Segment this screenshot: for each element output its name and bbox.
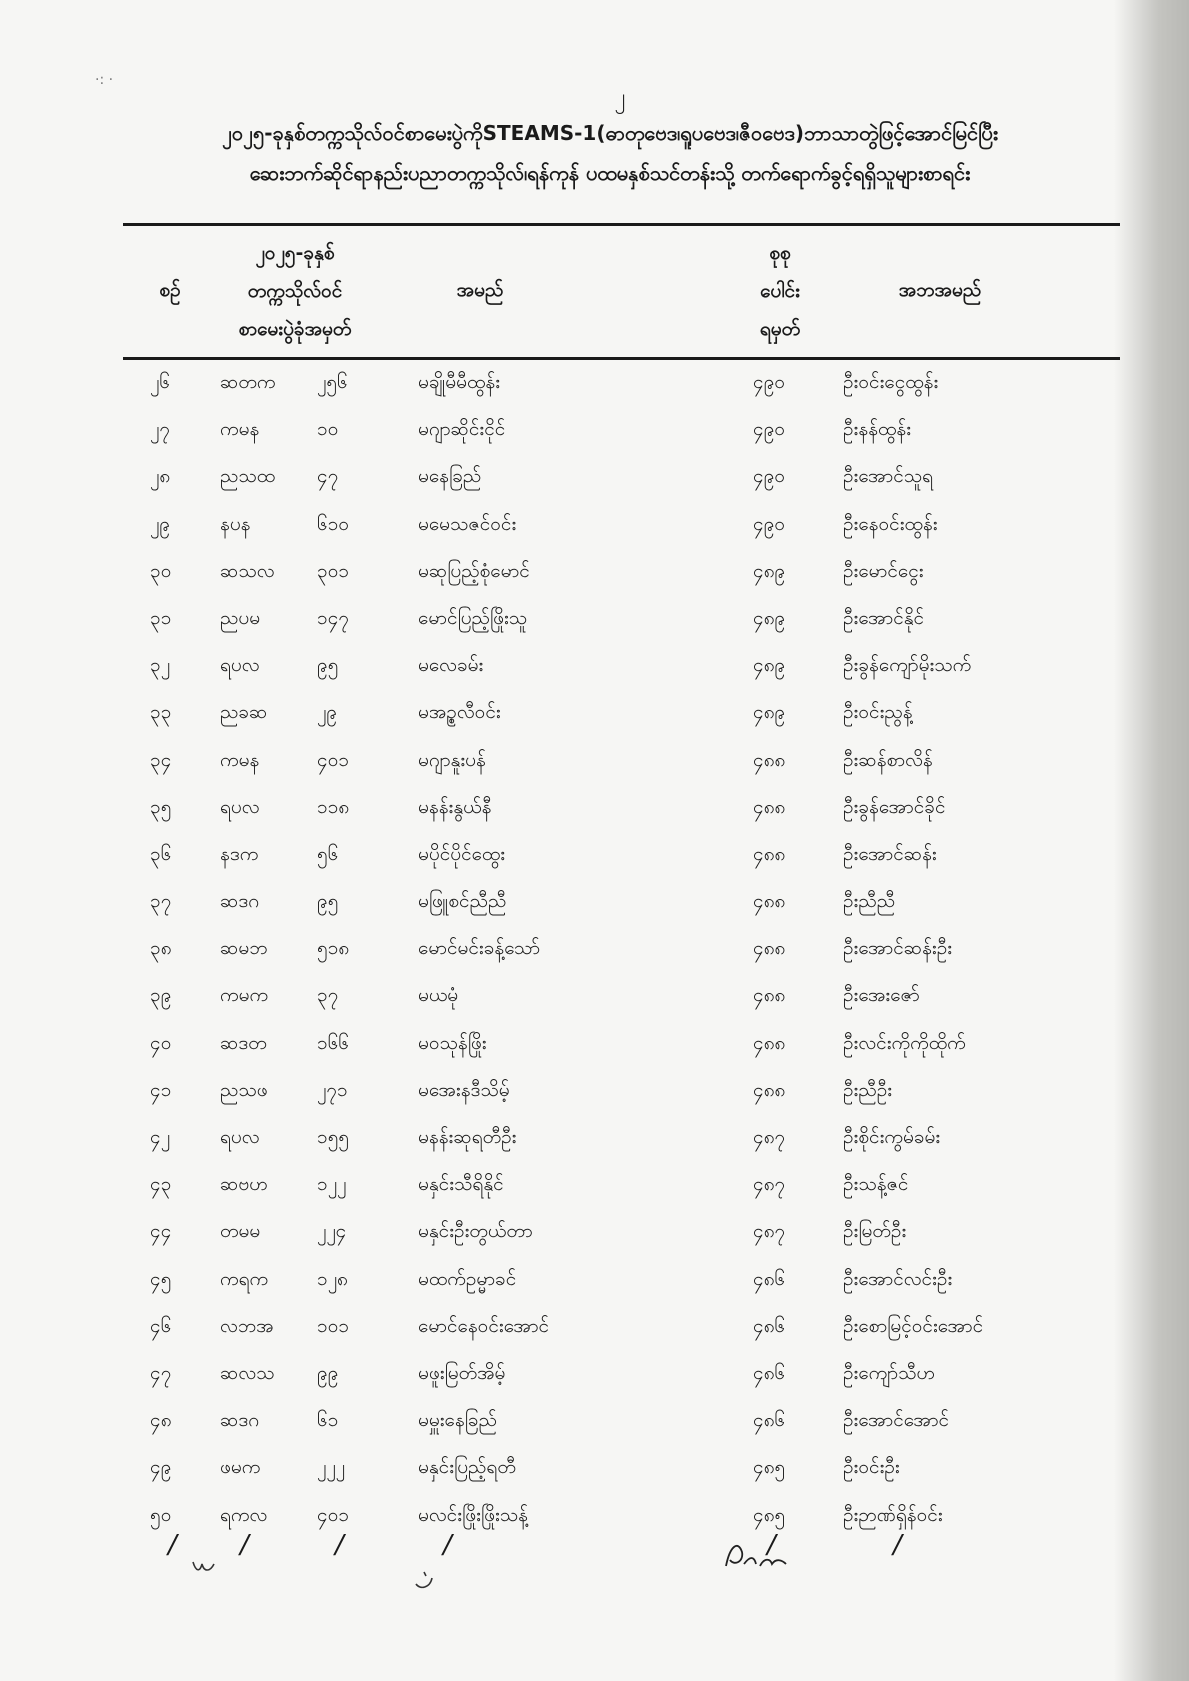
cell-father-name: ဦးအောင်သူရ — [843, 465, 934, 488]
cell-student-name: မဂျာနူးပန် — [418, 748, 486, 771]
cell-seat-number: ၂၇၁ — [317, 1078, 348, 1101]
cell-student-name: မအဥ္စလီဝင်း — [418, 701, 501, 724]
cell-total-marks: ၄၈၈ — [753, 1078, 786, 1101]
cell-exam-center: ဆလသ — [220, 1361, 275, 1384]
cell-seat-number: ၁၁၈ — [317, 795, 350, 818]
cell-serial-no: ၃၀ — [150, 559, 172, 582]
cell-total-marks: ၄၈၈ — [753, 937, 786, 960]
cell-father-name: ဦးမြတ်ဦး — [843, 1220, 907, 1243]
header-name: အမည် — [456, 279, 504, 301]
cell-serial-no: ၄၁ — [150, 1078, 172, 1101]
table-row — [0, 1259, 1189, 1306]
cell-total-marks: ၄၈၈ — [753, 842, 786, 865]
cell-serial-no: ၄၂ — [150, 1126, 171, 1148]
cell-total-marks: ၄၈၈ — [753, 1031, 786, 1054]
tick-mark: / — [893, 1530, 902, 1560]
cell-serial-no: ၃၂ — [150, 654, 171, 677]
cell-exam-center: ရပလ — [220, 1126, 260, 1148]
cell-student-name: မဝသုန်ဖြိုး — [418, 1031, 487, 1054]
cell-student-name: မအေးနဒီသိမ့် — [418, 1078, 510, 1101]
cell-father-name: ဦးစိုင်းကွမ်ခမ်း — [843, 1126, 941, 1148]
tick-mark: / — [240, 1530, 249, 1560]
cell-total-marks: ၄၈၅ — [753, 1456, 786, 1479]
cell-total-marks: ၄၈၆ — [753, 1267, 786, 1290]
table-row — [0, 1211, 1189, 1258]
table-header-rule — [123, 357, 1120, 360]
cell-seat-number: ၃၇ — [317, 984, 339, 1007]
cell-total-marks: ၄၈၉ — [753, 701, 786, 724]
cell-father-name: ဦးဝင်းငွေထွန်း — [843, 371, 939, 393]
cell-student-name: မနှင်းပြည့်ရတီ — [418, 1456, 516, 1479]
cell-father-name: ဦးစောမြင့်ဝင်းအောင် — [843, 1314, 984, 1337]
cell-total-marks: ၄၈၈ — [753, 890, 786, 913]
cell-seat-number: ၁၅၅ — [317, 1126, 350, 1148]
cell-student-name: မပိုင်ပိုင်ထွေး — [418, 842, 506, 865]
cell-serial-no: ၄၃ — [150, 1173, 172, 1196]
table-row — [0, 1164, 1189, 1211]
table-row — [0, 1023, 1189, 1070]
cell-exam-center: ကမန — [220, 418, 260, 441]
cell-total-marks: ၄၈၈ — [753, 748, 786, 771]
cell-exam-center: ကမက — [220, 984, 269, 1007]
cell-exam-center: ဖမက — [220, 1456, 261, 1479]
cell-student-name: မနန်းဆုရတီဦး — [418, 1126, 517, 1148]
header-exam-line-1: ၂၀၂၅-ခုနှစ် — [255, 242, 335, 264]
table-body — [0, 362, 1189, 1542]
cell-serial-no: ၃၃ — [150, 701, 172, 724]
cell-total-marks: ၄၉၀ — [753, 418, 786, 441]
scan-smudge: ·: · — [95, 72, 114, 88]
cell-seat-number: ၁၆၆ — [317, 1031, 350, 1054]
table-row — [0, 975, 1189, 1022]
cell-seat-number: ၆၁ — [317, 1409, 339, 1432]
cell-exam-center: နဒက — [220, 842, 259, 865]
cell-student-name: မောင်မင်းခန့်သော် — [418, 937, 541, 960]
cell-exam-center: ကရက — [220, 1267, 269, 1290]
cell-father-name: ဦးမောင်ငွေး — [843, 559, 924, 582]
header-total-marks — [740, 234, 820, 348]
cell-seat-number: ၉၉ — [317, 1361, 339, 1384]
cell-total-marks: ၄၉၀ — [753, 512, 786, 535]
cell-serial-no: ၄၄ — [150, 1220, 172, 1243]
cell-father-name: ဦးနန်ထွန်း — [843, 418, 912, 441]
cell-total-marks: ၄၈၈ — [753, 984, 786, 1007]
header-exam-line-3: စာမေးပွဲခုံအမှတ် — [238, 318, 352, 340]
cell-father-name: ဦးညီညီ — [843, 890, 896, 913]
cell-total-marks: ၄၉၀ — [753, 465, 786, 488]
cell-total-marks: ၄၈၆ — [753, 1409, 786, 1432]
cell-serial-no: ၄၆ — [150, 1314, 172, 1337]
cell-seat-number: ၅၆ — [317, 842, 339, 865]
cell-seat-number: ၁၂၈ — [317, 1267, 348, 1290]
cell-exam-center: လဘအ — [220, 1314, 274, 1337]
cell-student-name: မနှင်းဦးတွယ်တာ — [418, 1220, 533, 1243]
table-row — [0, 1400, 1189, 1447]
cell-serial-no: ၄၉ — [150, 1456, 172, 1479]
cell-student-name: မလေခမ်း — [418, 654, 484, 677]
cell-father-name: ဦးအောင်နိုင် — [843, 606, 925, 629]
cell-exam-center: နပန — [220, 512, 251, 535]
table-row — [0, 692, 1189, 739]
cell-serial-no: ၅၀ — [150, 1503, 172, 1526]
cell-serial-no: ၃၅ — [150, 795, 172, 818]
cell-student-name: မထက်ဥမ္မာခင် — [418, 1267, 517, 1290]
cell-total-marks: ၄၈၇ — [753, 1126, 786, 1148]
header-qual-line-1: စုစု — [769, 242, 791, 264]
cell-father-name: ဦးခွန်အောင်ခိုင် — [843, 795, 946, 818]
cell-seat-number: ၂၂၄ — [317, 1220, 347, 1243]
cell-exam-center: ညပမ — [220, 606, 261, 629]
table-top-rule — [123, 223, 1120, 226]
cell-seat-number: ၁၄၇ — [317, 606, 350, 629]
table-row — [0, 834, 1189, 881]
cell-student-name: မယမုံ — [418, 984, 459, 1007]
cell-serial-no: ၃၁ — [150, 606, 172, 629]
cell-seat-number: ၁၀၁ — [317, 1314, 350, 1337]
cell-father-name: ဦးခွန်ကျော်မိုးသက် — [843, 654, 972, 677]
cell-total-marks: ၄၈၅ — [753, 1503, 786, 1526]
cell-total-marks: ၄၈၉ — [753, 654, 786, 677]
cell-seat-number: ၃၀၁ — [317, 559, 350, 582]
cell-total-marks: ၄၈၇ — [753, 1173, 786, 1196]
cell-serial-no: ၃၉ — [150, 984, 172, 1007]
document-title-line-2: ဆေးဘက်ဆိုင်ရာနည်းပညာတက္ကသိုလ်၊ရန်ကုန် ပထမနှစ်သင်တန်းသို့ တက်ရောက်ခွင့်ရရှိသူများစာရင်း — [249, 161, 971, 185]
cell-serial-no: ၄၀ — [150, 1031, 172, 1054]
header-serial-no: စဉ် — [159, 279, 181, 301]
cell-serial-no: ၄၅ — [150, 1267, 172, 1290]
page-number: ၂ — [614, 85, 626, 110]
cell-student-name: မဆုပြည့်စုံမောင် — [418, 559, 530, 582]
cell-total-marks: ၄၈၆ — [753, 1361, 786, 1384]
cell-father-name: ဦးညီဦး — [843, 1078, 893, 1101]
table-row — [0, 504, 1189, 551]
table-row — [0, 456, 1189, 503]
cell-seat-number: ၄၀၁ — [317, 1503, 350, 1526]
table-row — [0, 645, 1189, 692]
cell-total-marks: ၄၉၀ — [753, 371, 786, 393]
cell-serial-no: ၄၈ — [150, 1409, 172, 1432]
cell-student-name: မမေသဇင်ဝင်း — [418, 512, 517, 535]
cell-student-name: မောင်ပြည့်ဖြိုးသူ — [418, 606, 528, 629]
cell-father-name: ဦးသန့်ဇင် — [843, 1173, 909, 1196]
table-row — [0, 881, 1189, 928]
cell-seat-number: ၅၁၈ — [317, 937, 350, 960]
cell-serial-no: ၂၈ — [150, 465, 171, 488]
table-row — [0, 1070, 1189, 1117]
cell-serial-no: ၄၇ — [150, 1361, 172, 1384]
tick-mark: / — [767, 1530, 776, 1560]
cell-student-name: မချိုမီမီထွန်း — [418, 371, 501, 393]
cell-exam-center: ဆဒတ — [220, 1031, 267, 1054]
cell-seat-number: ၉၅ — [317, 890, 339, 913]
tick-mark: / — [443, 1530, 452, 1560]
table-row — [0, 362, 1189, 409]
cell-father-name: ဦးဉာဏ်ရှိန်ဝင်း — [843, 1503, 943, 1526]
cell-seat-number: ၄၀၁ — [317, 748, 350, 771]
cell-exam-center: တမမ — [220, 1220, 261, 1243]
cell-exam-center: ဆဗဟ — [220, 1173, 268, 1196]
signature-marks — [0, 1530, 1189, 1610]
initials-signature-2 — [410, 1564, 442, 1592]
table-row — [0, 928, 1189, 975]
document-title-line-1: ၂၀၂၅-ခုနှစ်တက္ကသိုလ်ဝင်စာမေးပွဲကိုSTEAMS-1(ဓာတုဗေဒ၊ရူပဗေဒ၊ဇီဝဗေဒ)ဘာသာတွဲဖြင့်အောင်မြင်ပြီး — [222, 121, 998, 145]
cell-total-marks: ၄၈၈ — [753, 795, 786, 818]
cell-exam-center: ရကလ — [220, 1503, 268, 1526]
cell-father-name: ဦးအောင်ဆန်းဦး — [843, 937, 953, 960]
cell-serial-no: ၂၉ — [150, 512, 171, 535]
cell-seat-number: ၆၁၀ — [317, 512, 350, 535]
cell-exam-center: ရပလ — [220, 795, 260, 818]
table-row — [0, 1353, 1189, 1400]
cell-serial-no: ၂၆ — [150, 371, 171, 393]
cell-exam-center: ဆမဘ — [220, 937, 268, 960]
cell-seat-number: ၉၅ — [317, 654, 339, 677]
table-row — [0, 1447, 1189, 1494]
table-row — [0, 551, 1189, 598]
cell-total-marks: ၄၈၉ — [753, 606, 786, 629]
tick-mark: / — [335, 1530, 344, 1560]
cell-father-name: ဦးနေဝင်းထွန်း — [843, 512, 938, 535]
cell-father-name: ဦးလင်းကိုကိုထိုက် — [843, 1031, 966, 1054]
cell-exam-center: ရပလ — [220, 654, 260, 677]
cell-father-name: ဦးဆန်စာလိန် — [843, 748, 933, 771]
cell-exam-center: ဆဒဂ — [220, 890, 260, 913]
cell-seat-number: ၁၂၂ — [317, 1173, 347, 1196]
cell-student-name: မနန်းနွယ်နီ — [418, 795, 492, 818]
cell-student-name: မလင်းဖြိုးဖြိုးသန့် — [418, 1503, 528, 1526]
cell-seat-number: ၂၉ — [317, 701, 338, 724]
cell-student-name: မဂျာဆိုင်းငိုင် — [418, 418, 506, 441]
cell-father-name: ဦးအောင်လင်းဦး — [843, 1267, 953, 1290]
cell-student-name: မောင်နေဝင်းအောင် — [418, 1314, 550, 1337]
cell-exam-center: ညခဆ — [220, 701, 268, 724]
cell-seat-number: ၄၇ — [317, 465, 339, 488]
cell-serial-no: ၃၇ — [150, 890, 172, 913]
cell-seat-number: ၂၂၂ — [317, 1456, 345, 1479]
cell-student-name: မနှင်းသီရိနိုင် — [418, 1173, 504, 1196]
cell-exam-center: ဆသလ — [220, 559, 275, 582]
cell-exam-center: ညသဖ — [220, 1078, 268, 1101]
cell-exam-center: ကမန — [220, 748, 260, 771]
table-row — [0, 787, 1189, 834]
header-exam-line-2: တက္ကသိုလ်ဝင် — [247, 280, 343, 302]
table-row — [0, 1117, 1189, 1164]
cell-serial-no: ၃၈ — [150, 937, 172, 960]
cell-serial-no: ၃၆ — [150, 842, 172, 865]
header-father-name: အဘအမည် — [898, 279, 982, 301]
cell-father-name: ဦးအေးဇော် — [843, 984, 920, 1007]
cell-student-name: မဖြူစင်ညီညီ — [418, 890, 507, 913]
cell-total-marks: ၄၈၉ — [753, 559, 786, 582]
cell-father-name: ဦးဝင်းဦး — [843, 1456, 900, 1479]
cell-father-name: ဦးကျော်သီဟ — [843, 1361, 936, 1384]
table-row — [0, 598, 1189, 645]
cell-student-name: မနေခြည် — [418, 465, 482, 488]
header-qual-line-3: ရမှတ် — [759, 318, 801, 340]
cell-father-name: ဦးအောင်ဆန်း — [843, 842, 937, 865]
cell-serial-no: ၂၇ — [150, 418, 171, 441]
cell-seat-number: ၂၅၆ — [317, 371, 348, 393]
cell-serial-no: ၃၄ — [150, 748, 172, 771]
cell-father-name: ဦးအောင်အောင် — [843, 1409, 950, 1432]
cell-father-name: ဦးဝင်းညွန့် — [843, 701, 913, 724]
cell-student-name: မမှူးနေခြည် — [418, 1409, 497, 1432]
table-row — [0, 1306, 1189, 1353]
cell-exam-center: ညသထ — [220, 465, 276, 488]
cell-exam-center: ဆတက — [220, 371, 276, 393]
header-qual-line-2: ပေါင်း — [760, 280, 800, 302]
table-row — [0, 740, 1189, 787]
cell-exam-center: ဆဒဂ — [220, 1409, 260, 1432]
cell-seat-number: ၁၀ — [317, 418, 339, 441]
initials-signature-3 — [720, 1536, 800, 1576]
cell-total-marks: ၄၈၆ — [753, 1314, 786, 1337]
cell-student-name: မဖူးမြတ်အိမ့် — [418, 1361, 506, 1384]
initials-signature-1 — [190, 1558, 220, 1578]
header-exam-seat — [210, 234, 380, 348]
cell-total-marks: ၄၈၇ — [753, 1220, 786, 1243]
table-row — [0, 409, 1189, 456]
tick-mark: / — [168, 1530, 177, 1560]
